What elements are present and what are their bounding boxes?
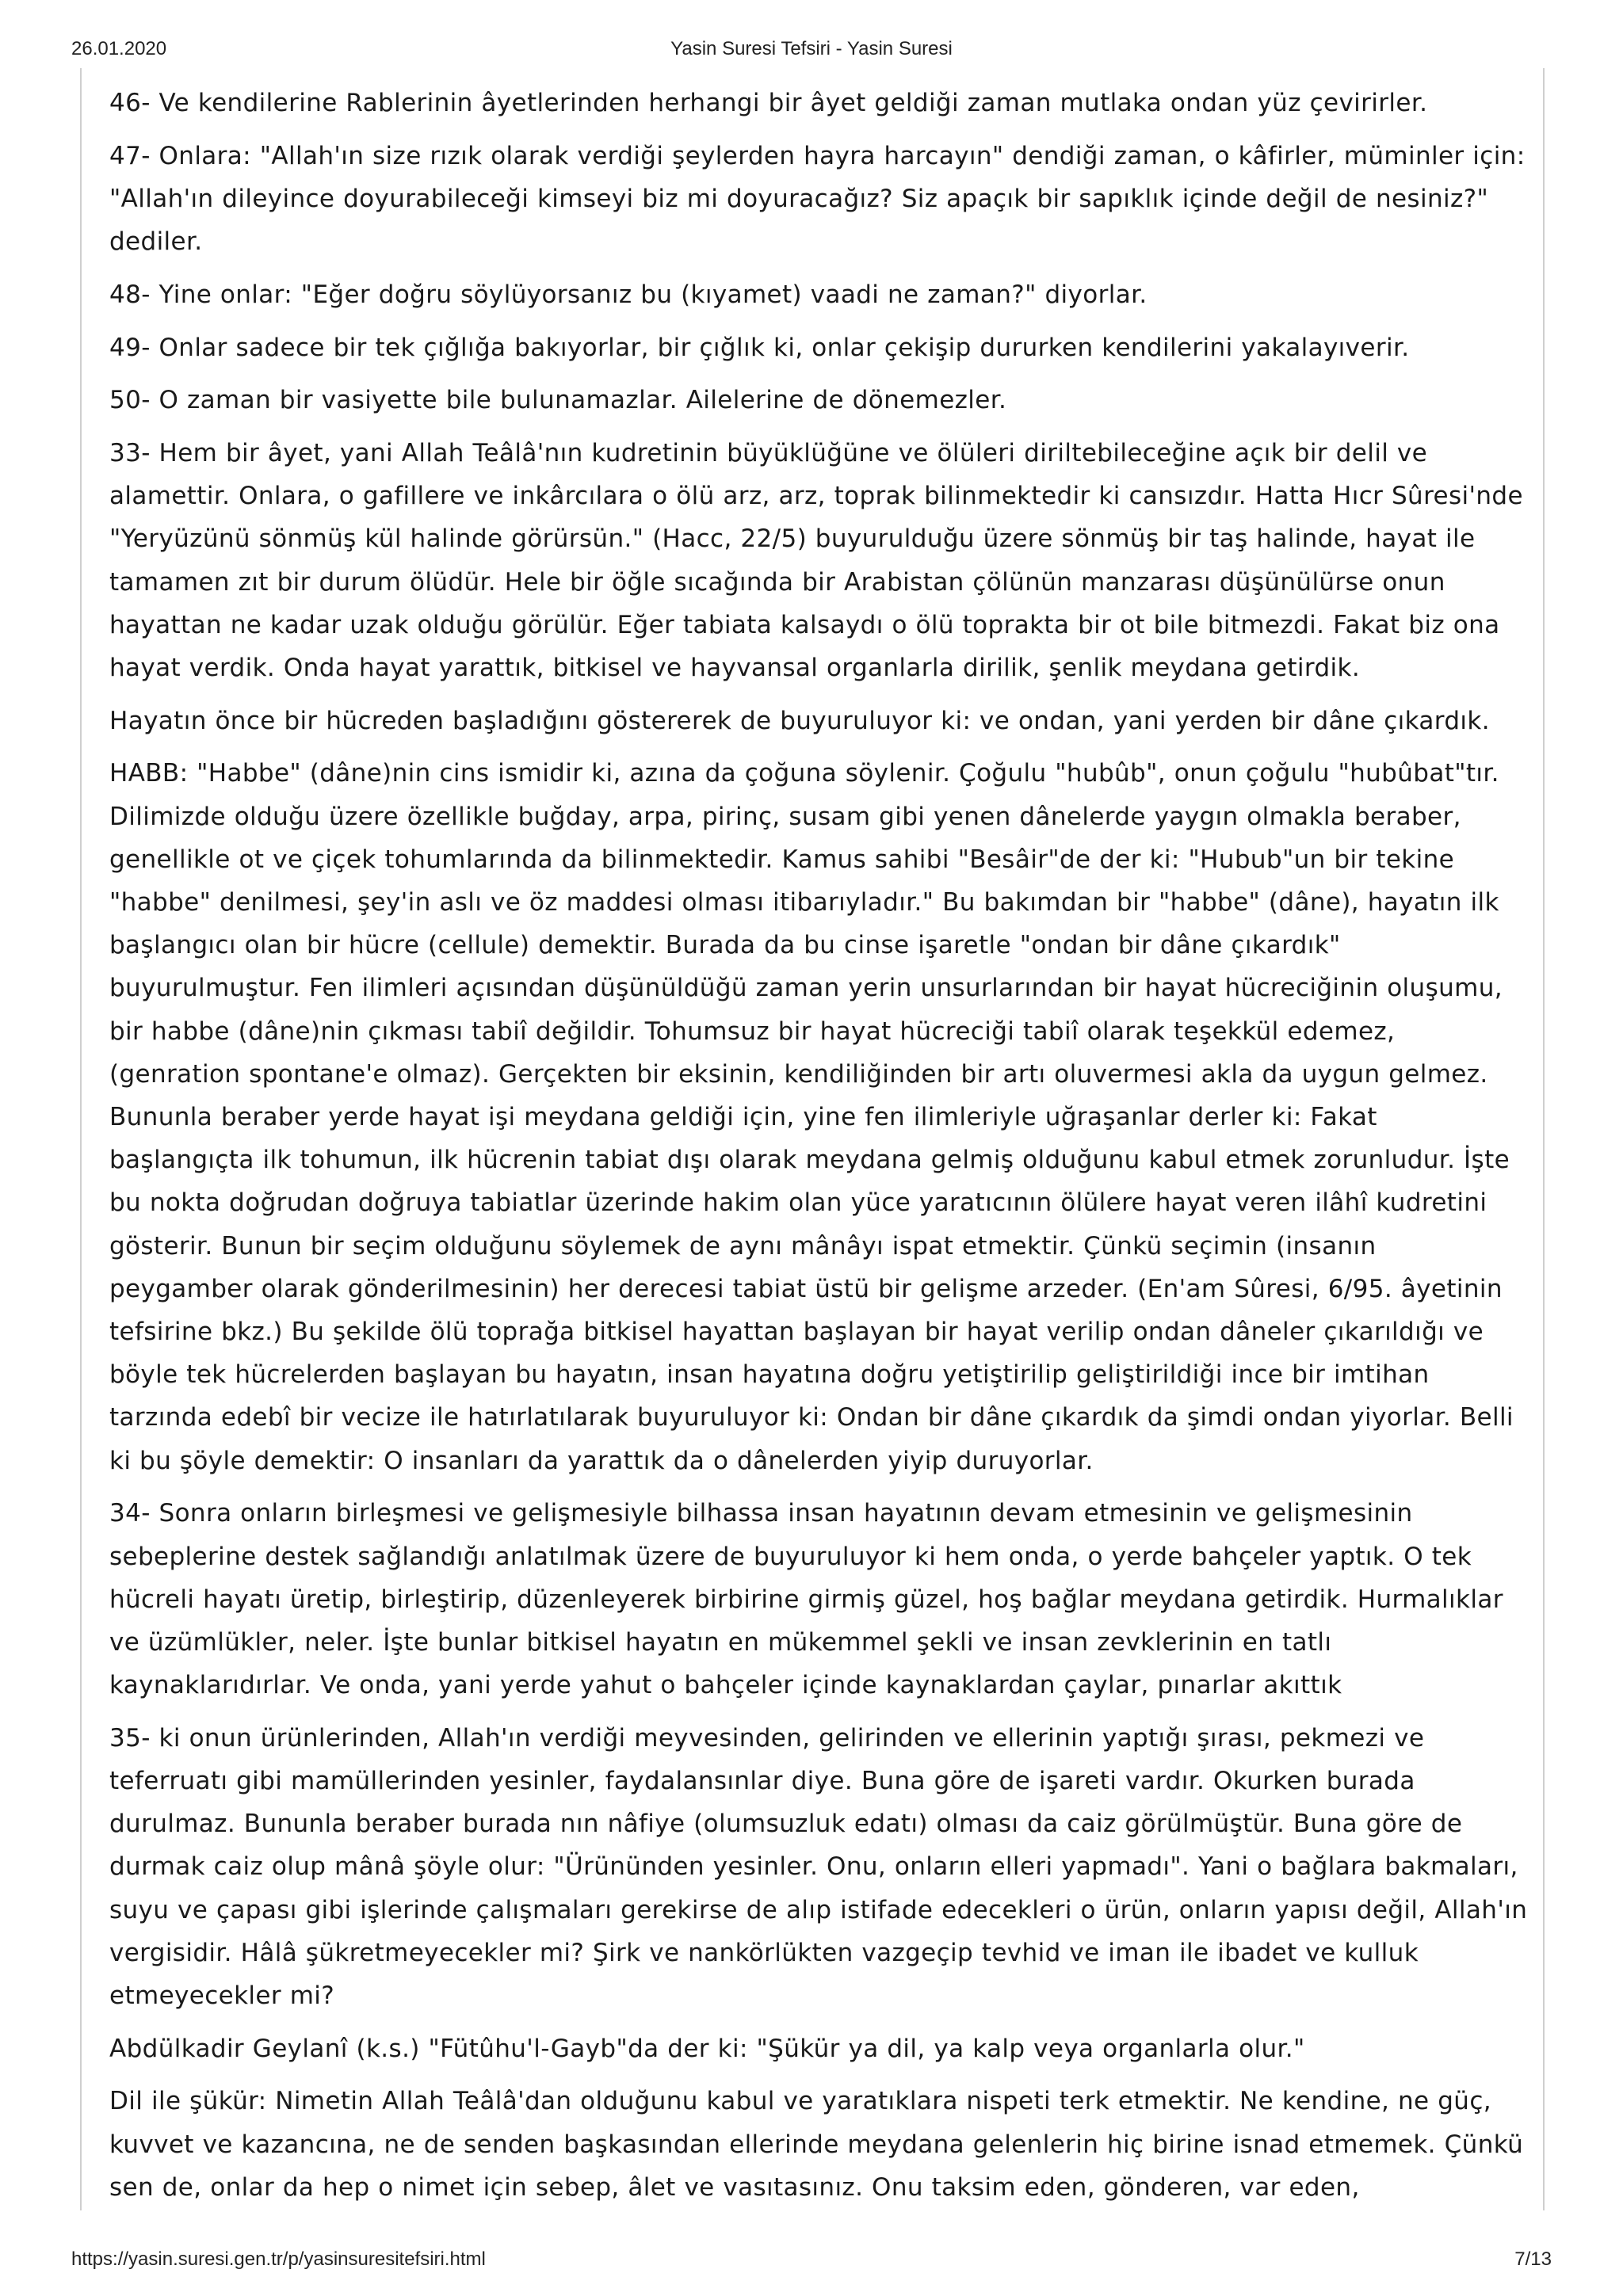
verse-49: 49- Onlar sadece bir tek çığlığa bakıyorlar, bir çığlık ki, onlar çekişip dururken kendilerini yakalayıverir. (109, 333, 1410, 362)
verse-50: 50- O zaman bir vasiyette bile bulunamazlar. Ailelerine de dönemezler. (109, 386, 1007, 415)
article-body (109, 82, 1528, 2219)
commentary-paragraph: Dil ile şükür: Nimetin Allah Teâlâ'dan olduğunu kabul ve yaratıklara nispeti terk etmektir. Ne kendine, ne güç, kuvvet ve kazancına, ne de senden başkasından ellerinde meydana gelenlerin hiç birine isnad etmemek. Çünkü sen de, onlar da hep o nimet için sebep, âlet ve vasıtasınız. Onu taksim eden, gönderen, var eden, (109, 2087, 1524, 2202)
verse-46: 46- Ve kendilerine Rablerinin âyetlerinden herhangi bir âyet geldiği zaman mutlaka ondan yüz çevirirler. (109, 89, 1428, 117)
verse-47: 47- Onlara: "Allah'ın size rızık olarak verdiği şeylerden hayra harcayın" dendiği zaman, o kâfirler, müminler için: "Allah'ın dileyince doyurabileceği kimseyi biz mi doyuracağız? Siz apaçık bir sapıklık içinde değil de nesiniz?" dediler. (109, 141, 1526, 257)
verse-48: 48- Yine onlar: "Eğer doğru söylüyorsanız bu (kıyamet) vaadi ne zaman?" diyorlar. (109, 280, 1148, 309)
commentary-35: 35- ki onun ürünlerinden, Allah'ın verdiği meyvesinden, gelirinden ve ellerinin yaptığı şırası, pekmezi ve teferruatı gibi mamüllerinden yesinler, faydalansınlar diye. Buna göre de işareti vardır. Okurken burada durulmaz. Bununla beraber burada nın nâfiye (olumsuzluk edatı) olması da caiz görülmüştür. Buna göre de durmak caiz olup mânâ şöyle olur: "Ürününden yesinler. Onu, onların elleri yapmadı". Yani o bağlara bakmaları, suyu ve çapası gibi işlerinde çalışmaları gerekirse de alıp istifade edecekleri o ürün, onların yapısı değil, Allah'ın vergisidir. Hâlâ şükretmeyecekler mi? Şirk ve nankörlükten vazgeçip tevhid ve iman ile ibadet ve kulluk etmeyecekler mi? (109, 1723, 1528, 2011)
print-url: https://yasin.suresi.gen.tr/p/yasinsuresitefsiri.html (71, 2248, 486, 2270)
commentary-paragraph: Hayatın önce bir hücreden başladığını göstererek de buyuruluyor ki: ve ondan, yani yerden bir dâne çıkardık. (109, 706, 1490, 735)
commentary-paragraph: Abdülkadir Geylanî (k.s.) "Fütûhu'l-Gayb"da der ki: "Şükür ya dil, ya kalp veya organlarla olur." (109, 2034, 1305, 2063)
print-date: 26.01.2020 (71, 38, 167, 59)
print-page-title: Yasin Suresi Tefsiri - Yasin Suresi (670, 38, 953, 59)
print-header (0, 38, 1623, 65)
print-page-number: 7/13 (1514, 2248, 1552, 2270)
commentary-34: 34- Sonra onların birleşmesi ve gelişmesiyle bilhassa insan hayatının devam etmesinin ve gelişmesinin sebeplerine destek sağlandığı anlatılmak üzere de buyuruluyor ki hem onda, o yerde bahçeler yaptık. O tek hücreli hayatı üretip, birleştirip, düzenleyerek birbirine girmiş güzel, hoş bağlar meydana getirdik. Hurmalıklar ve üzümlükler, neler. İşte bunlar bitkisel hayatın en mükemmel şekli ve insan zevklerinin en tatlı kaynaklarıdırlar. Ve onda, yani yerde yahut o bahçeler içinde kaynaklardan çaylar, pınarlar akıttık (109, 1499, 1503, 1700)
print-footer (0, 2248, 1623, 2275)
commentary-33: 33- Hem bir âyet, yani Allah Teâlâ'nın kudretinin büyüklüğüne ve ölüleri diriltebileceğine açık bir delil ve alamettir. Onlara, o gafillere ve inkârcılara o ölü arz, arz, toprak bilinmektedir ki cansızdır. Hatta Hıcr Sûresi'nde "Yeryüzünü sönmüş kül halinde görürsün." (Hacc, 22/5) buyurulduğu üzere sönmüş bir taş halinde, hayat ile tamamen zıt bir durum ölüdür. Hele bir öğle sıcağında bir Arabistan çölünün manzarası düşünülürse onun hayattan ne kadar uzak olduğu görülür. Eğer tabiata kalsaydı o ölü toprakta bir ot bile bitmezdi. Fakat biz ona hayat verdik. Onda hayat yarattık, bitkisel ve hayvansal organlarla dirilik, şenlik meydana getirdik. (109, 438, 1523, 682)
commentary-habb: HABB: "Habbe" (dâne)nin cins ismidir ki, azına da çoğuna söylenir. Çoğulu "hubûb", onun çoğulu "hubûbat"tır. Dilimizde olduğu üzere özellikle buğday, arpa, pirinç, susam gibi yenen dânelerde yaygın olmakla beraber, genellikle ot ve çiçek tohumlarında da bilinmektedir. Kamus sahibi "Besâir"de der ki: "Hubub"un bir tekine "habbe" denilmesi, şey'in aslı ve öz maddesi olması itibarıyladır." Bu bakımdan bir "habbe" (dâne), hayatın ilk başlangıcı olan bir hücre (cellule) demektir. Burada da bu cinse işaretle "ondan bir dâne çıkardık" buyurulmuştur. Fen ilimleri açısından düşünüldüğü zaman yerin unsurlarından bir hayat hücreciğinin oluşumu, bir habbe (dâne)nin çıkması tabiî değildir. Tohumsuz bir hayat hücreciği tabiî olarak teşekkül edemez, (genration spontane'e olmaz). Gerçekten bir eksinin, kendiliğinden bir artı oluvermesi akla da uygun gelmez. Bununla beraber yerde hayat işi meydana geldiği için, yine fen ilimleriyle uğraşanlar derler ki: Fakat başlangıçta ilk tohumun, ilk hücrenin tabiat dışı olarak meydana gelmiş olduğunu kabul etmek zorunludur. İşte bu nokta doğrudan doğruya tabiatlar üzerinde hakim olan yüce yaratıcının ölülere hayat veren ilâhî kudretini gösterir. Bunun bir seçim olduğunu söylemek de aynı mânâyı ispat etmektir. Çünkü seçimin (insanın peygamber olarak gönderilmesinin) her derecesi tabiat üstü bir gelişme arzeder. (En'am Sûresi, 6/95. âyetinin tefsirine bkz.) Bu şekilde ölü toprağa bitkisel hayattan başlayan bir hayat verilip ondan dâneler çıkarıldığı ve böyle tek hücrelerden başlayan bu hayatın, insan hayatına doğru yetiştirilip geliştirildiği ince bir imtihan tarzında edebî bir vecize ile hatırlatılarak buyuruluyor ki: Ondan bir dâne çıkardık da şimdi ondan yiyorlar. Belli ki bu şöyle demektir: O insanları da yarattık da o dânelerden yiyip duruyorlar. (109, 759, 1514, 1475)
